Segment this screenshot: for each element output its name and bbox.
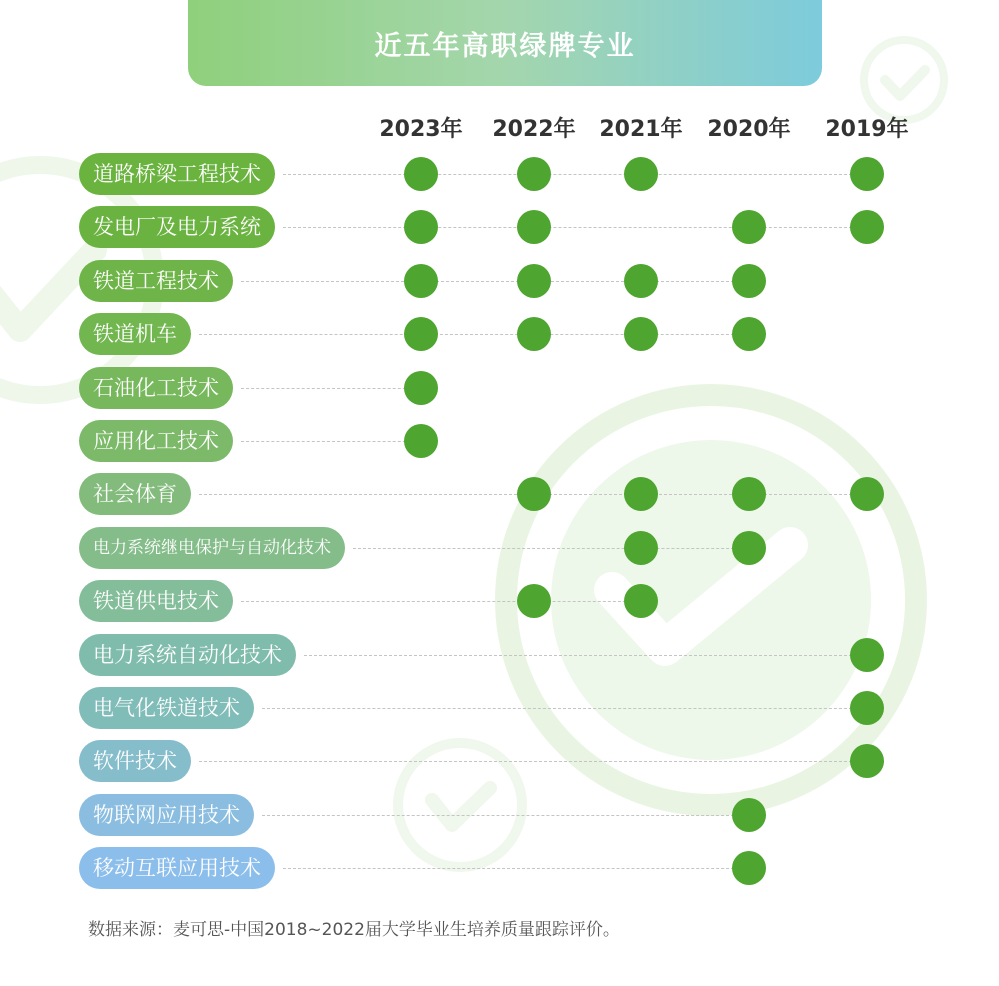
major-row (0, 740, 999, 782)
green-card-dot (517, 264, 551, 298)
green-card-dot (624, 584, 658, 618)
major-row (0, 634, 999, 676)
row-guide-line (283, 227, 867, 228)
green-card-dot (624, 531, 658, 565)
major-row (0, 473, 999, 515)
row-guide-line (199, 334, 749, 335)
green-card-dot (850, 691, 884, 725)
green-card-dot (732, 798, 766, 832)
major-label: 铁道工程技术 (79, 260, 233, 302)
green-card-dot (517, 317, 551, 351)
page-title: 近五年高职绿牌专业 (374, 30, 636, 62)
green-card-dot (732, 477, 766, 511)
major-label: 铁道机车 (79, 313, 191, 355)
major-label: 物联网应用技术 (79, 794, 254, 836)
row-guide-line (241, 601, 641, 602)
major-row (0, 260, 999, 302)
major-row (0, 687, 999, 729)
major-row (0, 794, 999, 836)
green-card-dot (732, 210, 766, 244)
green-card-dot (517, 210, 551, 244)
major-label: 石油化工技术 (79, 367, 233, 409)
green-card-dot (517, 157, 551, 191)
row-guide-line (262, 708, 867, 709)
major-label: 应用化工技术 (79, 420, 233, 462)
data-source-note: 数据来源：麦可思-中国2018~2022届大学毕业生培养质量跟踪评价。 (88, 920, 620, 940)
green-card-dot (732, 264, 766, 298)
green-card-dot (517, 477, 551, 511)
major-row (0, 580, 999, 622)
green-card-dot (404, 264, 438, 298)
year-header: 2019年 (825, 117, 909, 142)
green-card-dot (624, 477, 658, 511)
green-card-dot (404, 317, 438, 351)
green-card-dot (732, 317, 766, 351)
row-guide-line (199, 761, 867, 762)
green-card-dot (404, 424, 438, 458)
year-header: 2020年 (707, 117, 791, 142)
row-guide-line (241, 281, 749, 282)
green-card-dot (850, 477, 884, 511)
row-guide-line (241, 388, 421, 389)
title-banner (188, 0, 822, 86)
major-row (0, 527, 999, 569)
row-guide-line (353, 548, 749, 549)
major-label: 电气化铁道技术 (79, 687, 254, 729)
row-guide-line (241, 441, 421, 442)
green-card-dot (732, 851, 766, 885)
major-row (0, 420, 999, 462)
green-card-dot (517, 584, 551, 618)
major-label: 电力系统自动化技术 (79, 634, 296, 676)
green-card-dot (404, 371, 438, 405)
major-row (0, 313, 999, 355)
row-guide-line (262, 815, 749, 816)
major-label: 铁道供电技术 (79, 580, 233, 622)
green-card-dot (850, 744, 884, 778)
green-card-dot (732, 531, 766, 565)
major-label: 电力系统继电保护与自动化技术 (79, 527, 345, 569)
major-label: 软件技术 (79, 740, 191, 782)
row-guide-line (283, 174, 867, 175)
major-row (0, 206, 999, 248)
green-card-dot (850, 157, 884, 191)
year-header: 2021年 (599, 117, 683, 142)
major-label: 道路桥梁工程技术 (79, 153, 275, 195)
green-card-dot (624, 264, 658, 298)
year-header: 2022年 (492, 117, 576, 142)
green-card-dot (404, 157, 438, 191)
green-card-dot (850, 210, 884, 244)
major-row (0, 367, 999, 409)
year-header: 2023年 (379, 117, 463, 142)
major-row (0, 847, 999, 889)
major-label: 发电厂及电力系统 (79, 206, 275, 248)
major-label: 移动互联应用技术 (79, 847, 275, 889)
major-row (0, 153, 999, 195)
green-card-dot (624, 317, 658, 351)
green-card-dot (850, 638, 884, 672)
green-card-dot (404, 210, 438, 244)
green-card-dot (624, 157, 658, 191)
major-label: 社会体育 (79, 473, 191, 515)
top-right-check-circle-icon (864, 40, 944, 120)
row-guide-line (283, 868, 749, 869)
row-guide-line (304, 655, 867, 656)
